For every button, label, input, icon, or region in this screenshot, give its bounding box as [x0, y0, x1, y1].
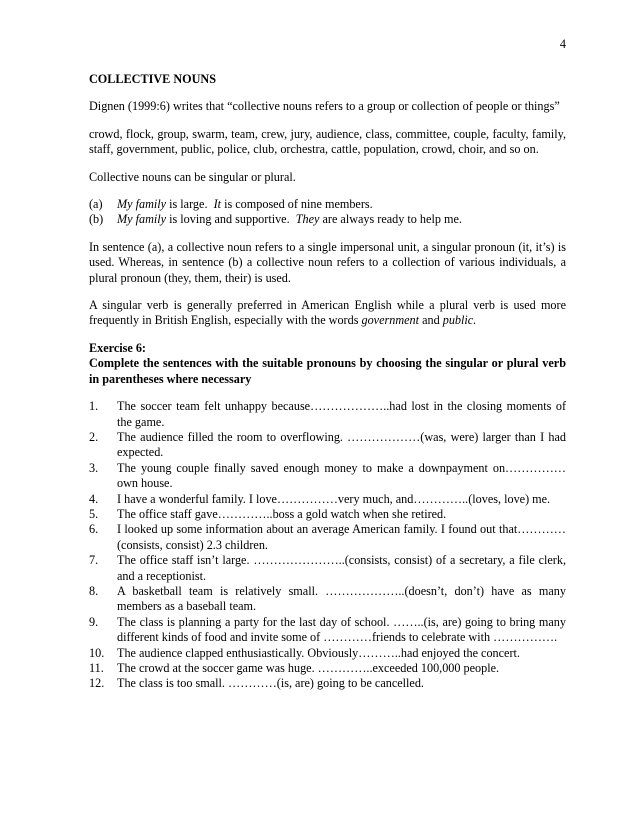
exercise-item — [89, 676, 566, 691]
exercise-item-text: I looked up some information about an average American family. I found out that…………(consists, consist) 2.3 children. — [117, 522, 566, 552]
sentence-b: (b) My family is loving and supportive. They are always ready to help me. — [89, 212, 462, 227]
exercise-item-number: 2. — [89, 429, 99, 444]
exercise-item-number: 9. — [89, 614, 99, 629]
exercise-item — [89, 553, 566, 584]
section-title: COLLECTIVE NOUNS — [89, 72, 216, 86]
exercise-item-number: 10. — [89, 645, 105, 660]
exercise-item — [89, 461, 566, 492]
exercise-item-text: The class is too small. …………(is, are) going to be cancelled. — [117, 676, 424, 691]
page-number: 4 — [559, 37, 566, 51]
singular-plural-note: Collective nouns can be singular or plural. — [89, 169, 296, 184]
explanation-paragraph: In sentence (a), a collective noun refers to a single impersonal unit, a singular pronoun (it, it’s) is used. Whereas, in sentence (b) a collective noun refers to a collection of various individuals, a plural pronoun (they, them, their) is used. — [89, 239, 566, 285]
exercise-item — [89, 399, 566, 430]
examples-list: crowd, flock, group, swarm, team, crew, jury, audience, class, committee, couple, faculty, family, staff, government, public, police, club, orchestra, cattle, population, crowd, choir, and so on. — [89, 126, 566, 157]
exercise-item-text: The crowd at the soccer game was huge. …………..exceeded 100,000 people. — [117, 661, 500, 675]
exercise-item-text: The audience filled the room to overflowing. ………………(was, were) larger than I had expected. — [117, 429, 566, 460]
exercise-item-number: 7. — [89, 553, 99, 568]
sentence-pronoun: It — [213, 197, 222, 212]
exercise-item — [89, 492, 566, 507]
exercise-item — [89, 584, 566, 615]
exercise-item — [89, 615, 566, 646]
exercise-item-text: The audience clapped enthusiastically. Obviously………..had enjoyed the concert. — [117, 645, 520, 660]
usage-note: A singular verb is generally preferred in American English while a plural verb is used more frequently in British English, especially with the words government and public. — [89, 298, 566, 328]
sentence-a: (a) My family is large. It is composed of nine members. — [89, 197, 373, 212]
exercise-item — [89, 661, 566, 676]
exercise-item-text: A basketball team is relatively small. ………………..(doesn’t, don’t) have as many members as a baseball team. — [117, 583, 566, 614]
exercise-list — [89, 399, 566, 692]
exercise-item-number: 4. — [89, 491, 99, 506]
exercise-item-number: 3. — [89, 460, 99, 475]
exercise-item-text: The soccer team felt unhappy because………………..had lost in the closing moments of the game. — [117, 399, 566, 429]
sentence-subject: My family — [117, 197, 167, 212]
exercise-item-text: The office staff isn’t large. …………………..(consists, consist) of a secretary, a file clerk, and a receptionist. — [117, 553, 566, 583]
exercise-item-number: 6. — [89, 522, 99, 537]
exercise-item-number: 8. — [89, 583, 99, 598]
exercise-item-number: 11. — [89, 661, 104, 675]
example-sentences — [89, 197, 566, 228]
exercise-item-number: 5. — [89, 506, 99, 521]
page-content — [89, 72, 566, 692]
exercise-item-number: 12. — [89, 676, 105, 691]
intro-paragraph: Dignen (1999:6) writes that “collective nouns refers to a group or collection of people or things” — [89, 99, 560, 114]
exercise-item-text: I have a wonderful family. I love……………very much, and…………..(loves, love) me. — [117, 491, 551, 506]
sentence-subject: My family — [117, 212, 167, 227]
sentence-pronoun: They — [295, 212, 320, 227]
exercise-heading-block — [89, 341, 566, 387]
exercise-item-text: The office staff gave…………..boss a gold watch when she retired. — [117, 506, 447, 521]
exercise-item — [89, 507, 566, 522]
exercise-item — [89, 430, 566, 461]
exercise-item-number: 1. — [89, 399, 99, 414]
exercise-item — [89, 646, 566, 661]
exercise-item-text: The young couple finally saved enough money to make a downpayment on…………… own house. — [117, 460, 566, 491]
sentence-label: (a) — [89, 197, 103, 212]
sentence-label: (b) — [89, 212, 104, 227]
exercise-item — [89, 522, 566, 553]
exercise-instruction: Complete the sentences with the suitable pronouns by choosing the singular or plural verb in parentheses where necessary — [89, 356, 566, 386]
exercise-item-text: The class is planning a party for the last day of school. ……..(is, are) going to bring many different kinds of food and invite some of …………friends to celebrate with ……………. — [117, 614, 566, 645]
exercise-heading: Exercise 6: — [89, 340, 146, 355]
